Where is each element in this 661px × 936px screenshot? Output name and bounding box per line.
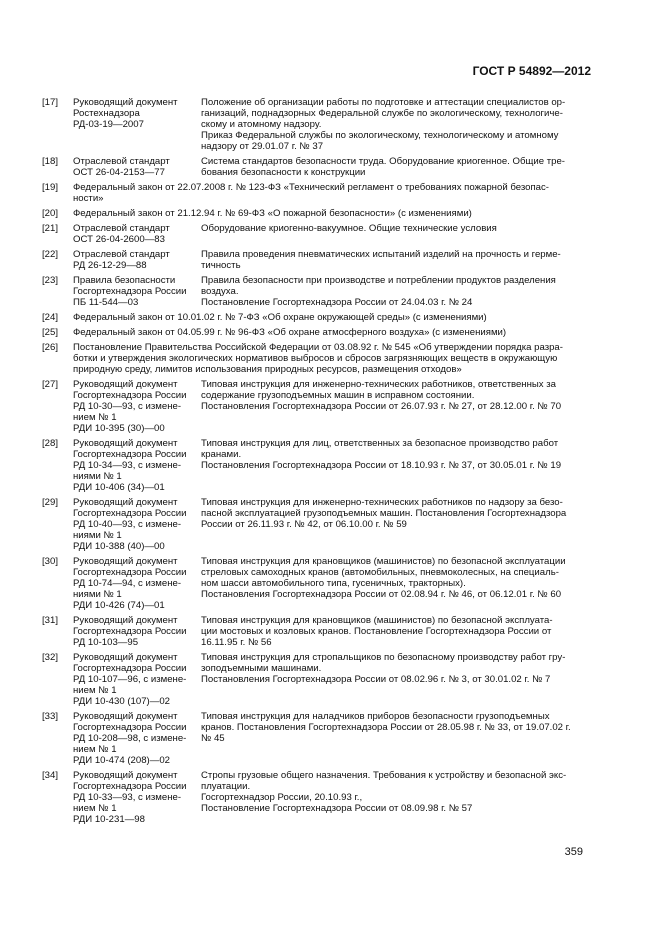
reference-source xyxy=(73,379,201,434)
reference-number: [26] xyxy=(42,342,59,353)
text-line: Постановление Правительства Российской Федерации от 03.08.92 г. № 545 «Об утверждении порядка разра- xyxy=(73,342,563,353)
reference-entry xyxy=(42,615,587,648)
text-line: Система стандартов безопасности труда. Оборудование криогенное. Общие тре- xyxy=(201,156,565,167)
text-line: Руководящий документ xyxy=(73,497,178,508)
text-line: тичность xyxy=(201,260,241,271)
reference-source xyxy=(73,249,201,271)
text-line: Руководящий документ xyxy=(73,652,178,663)
reference-source xyxy=(73,275,201,308)
text-line: РД 10-107—96, с измене- xyxy=(73,674,187,685)
reference-entry xyxy=(42,249,587,271)
reference-entry xyxy=(42,182,587,204)
text-line: 16.11.95 г. № 56 xyxy=(201,637,272,648)
reference-number: [20] xyxy=(42,208,59,219)
reference-source xyxy=(73,711,201,766)
text-line: РДИ 10-388 (40)—00 xyxy=(73,541,165,552)
reference-source xyxy=(73,97,201,130)
reference-source xyxy=(73,652,201,707)
text-line: Госгортехнадзора России xyxy=(73,390,187,401)
reference-full-text xyxy=(73,182,587,204)
reference-number: [17] xyxy=(42,97,59,108)
text-line: Правила безопасности при производстве и потреблении продуктов разделения xyxy=(201,275,556,286)
text-line: кранов. Постановления Госгортехнадзора России от 28.05.98 г. № 33, от 19.07.02 г. xyxy=(201,722,571,733)
text-line: РД 10-34—93, с измене- xyxy=(73,460,182,471)
reference-entry xyxy=(42,275,587,308)
text-line: Стропы грузовые общего назначения. Требования к устройству и безопасной экс- xyxy=(201,770,567,781)
reference-source xyxy=(73,438,201,493)
text-line: Госгортехнадзора России xyxy=(73,286,187,297)
text-line: ПБ 11-544—03 xyxy=(73,297,139,308)
text-line: Типовая инструкция для инженерно-технических работников, ответственных за xyxy=(201,379,557,390)
reference-description xyxy=(201,770,587,814)
text-line: Правила проведения пневматических испытаний изделий на прочность и герме- xyxy=(201,249,561,260)
text-line: Положение об организации работы по подготовке и аттестации специалистов ор- xyxy=(201,97,566,108)
reference-number: [25] xyxy=(42,327,59,338)
reference-description xyxy=(201,156,587,178)
text-line: РД 10-74—94, с измене- xyxy=(73,578,182,589)
text-line: Госгортехнадзора России xyxy=(73,567,187,578)
reference-description xyxy=(201,556,587,600)
reference-entry xyxy=(42,438,587,493)
text-line: Госгортехнадзора России xyxy=(73,449,187,460)
reference-number: [32] xyxy=(42,652,59,663)
reference-description xyxy=(201,711,587,744)
text-line: Оборудование криогенно-вакуумное. Общие технические условия xyxy=(201,223,497,234)
text-line: Федеральный закон от 04.05.99 г. № 96-ФЗ «Об охране атмосферного воздуха» (с изменениями) xyxy=(73,327,507,338)
text-line: Типовая инструкция для наладчиков приборов безопасности грузоподъемных xyxy=(201,711,550,722)
text-line: ниями № 1 xyxy=(73,589,122,600)
reference-description xyxy=(201,275,587,308)
text-line: скому и атомному надзору. xyxy=(201,119,322,130)
reference-source xyxy=(73,497,201,552)
reference-entry xyxy=(42,156,587,178)
reference-number: [30] xyxy=(42,556,59,567)
text-line: РД 10-33—93, с измене- xyxy=(73,792,182,803)
reference-number: [24] xyxy=(42,312,59,323)
text-line: Постановления Госгортехнадзора России от 08.02.96 г. № 3, от 30.01.02 г. № 7 xyxy=(201,674,551,685)
reference-description xyxy=(201,249,587,271)
reference-entry xyxy=(42,379,587,434)
references-list xyxy=(42,97,587,829)
reference-full-text xyxy=(73,342,587,375)
reference-number: [18] xyxy=(42,156,59,167)
document-standard-code: ГОСТ Р 54892—2012 xyxy=(472,64,591,78)
reference-entry xyxy=(42,652,587,707)
reference-number: [22] xyxy=(42,249,59,260)
text-line: нием № 1 xyxy=(73,412,117,423)
text-line: РДИ 10-406 (34)—01 xyxy=(73,482,165,493)
text-line: Госгортехнадзора России xyxy=(73,781,187,792)
text-line: Типовая инструкция для инженерно-технических работников по надзору за безо- xyxy=(201,497,563,508)
text-line: РДИ 10-231—98 xyxy=(73,814,145,825)
reference-number: [31] xyxy=(42,615,59,626)
reference-entry xyxy=(42,770,587,825)
reference-source xyxy=(73,615,201,648)
reference-description xyxy=(201,223,587,234)
text-line: Руководящий документ xyxy=(73,438,178,449)
text-line: РД 10-208—98, с измене- xyxy=(73,733,187,744)
reference-entry xyxy=(42,327,587,338)
text-line: Федеральный закон от 21.12.94 г. № 69-ФЗ «О пожарной безопасности» (с изменениями) xyxy=(73,208,472,219)
text-line: Постановление Госгортехнадзора России от 08.09.98 г. № 57 xyxy=(201,803,473,814)
reference-source xyxy=(73,223,201,245)
text-line: надзору от 29.01.07 г. № 37 xyxy=(201,141,324,152)
text-line: природную среду, лимитов использования природных ресурсов, размещения отходов» xyxy=(73,364,462,375)
text-line: Госгортехнадзор России, 20.10.93 г., xyxy=(201,792,363,803)
text-line: ности» xyxy=(73,193,104,204)
reference-description xyxy=(201,438,587,471)
text-line: воздуха. xyxy=(201,286,239,297)
text-line: ОСТ 26-04-2153—77 xyxy=(73,167,165,178)
text-line: ниями № 1 xyxy=(73,471,122,482)
text-line: Госгортехнадзора России xyxy=(73,722,187,733)
reference-entry xyxy=(42,556,587,611)
text-line: Постановление Госгортехнадзора России от 24.04.03 г. № 24 xyxy=(201,297,473,308)
reference-source xyxy=(73,556,201,611)
reference-description xyxy=(201,97,587,152)
text-line: Руководящий документ xyxy=(73,711,178,722)
text-line: Постановления Госгортехнадзора России от 02.08.94 г. № 46, от 06.12.01 г. № 60 xyxy=(201,589,562,600)
text-line: ции мостовых и козловых кранов. Постановление Госгортехнадзора России от xyxy=(201,626,552,637)
text-line: ганизаций, поднадзорных Федеральной службе по экологическому, технологиче- xyxy=(201,108,563,119)
reference-entry xyxy=(42,342,587,375)
text-line: Типовая инструкция для лиц, ответственных за безопасное производство работ xyxy=(201,438,559,449)
text-line: Госгортехнадзора России xyxy=(73,626,187,637)
reference-description xyxy=(201,379,587,412)
text-line: Приказ Федеральной службы по экологическому, технологическому и атомному xyxy=(201,130,559,141)
text-line: РД 10-30—93, с измене- xyxy=(73,401,182,412)
reference-number: [21] xyxy=(42,223,59,234)
text-line: РД 26-12-29—88 xyxy=(73,260,147,271)
text-line: ОСТ 26-04-2600—83 xyxy=(73,234,165,245)
reference-source xyxy=(73,156,201,178)
reference-entry xyxy=(42,312,587,323)
text-line: пасной эксплуатацией грузоподъемных машин. Постановления Госгортехнадзора xyxy=(201,508,567,519)
text-line: Постановления Госгортехнадзора России от 18.10.93 г. № 37, от 30.05.01 г. № 19 xyxy=(201,460,562,471)
text-line: Типовая инструкция для крановщиков (машинистов) по безопасной эксплуатации xyxy=(201,556,566,567)
text-line: нием № 1 xyxy=(73,744,117,755)
text-line: Отраслевой стандарт xyxy=(73,223,170,234)
text-line: Руководящий документ xyxy=(73,770,178,781)
text-line: Типовая инструкция для стропальщиков по безопасному производству работ гру- xyxy=(201,652,566,663)
text-line: Руководящий документ xyxy=(73,97,178,108)
text-line: Правила безопасности xyxy=(73,275,176,286)
text-line: Ростехнадзора xyxy=(73,108,140,119)
text-line: Типовая инструкция для крановщиков (машинистов) по безопасной эксплуата- xyxy=(201,615,553,626)
text-line: Федеральный закон от 22.07.2008 г. № 123-ФЗ «Технический регламент о требованиях пожарной безопас- xyxy=(73,182,549,193)
reference-entry xyxy=(42,97,587,152)
text-line: РДИ 10-426 (74)—01 xyxy=(73,600,165,611)
text-line: Руководящий документ xyxy=(73,615,178,626)
text-line: РД 10-40—93, с измене- xyxy=(73,519,182,530)
text-line: бования безопасности к конструкции xyxy=(201,167,366,178)
reference-full-text xyxy=(73,208,587,219)
text-line: Руководящий документ xyxy=(73,556,178,567)
reference-full-text xyxy=(73,327,587,338)
reference-number: [19] xyxy=(42,182,59,193)
reference-description xyxy=(201,497,587,530)
reference-description xyxy=(201,652,587,685)
reference-description xyxy=(201,615,587,648)
reference-number: [28] xyxy=(42,438,59,449)
text-line: РДИ 10-474 (208)—02 xyxy=(73,755,171,766)
text-line: стреловых самоходных кранов (автомобильных, пневмоколесных, на специаль- xyxy=(201,567,559,578)
text-line: Госгортехнадзора России xyxy=(73,663,187,674)
text-line: Госгортехнадзора России xyxy=(73,508,187,519)
reference-number: [27] xyxy=(42,379,59,390)
reference-number: [33] xyxy=(42,711,59,722)
text-line: РД-03-19—2007 xyxy=(73,119,144,130)
reference-entry xyxy=(42,497,587,552)
text-line: РДИ 10-430 (107)—02 xyxy=(73,696,171,707)
text-line: России от 26.11.93 г. № 42, от 06.10.00 г. № 59 xyxy=(201,519,407,530)
page-number: 359 xyxy=(564,846,583,858)
text-line: кранами. xyxy=(201,449,242,460)
text-line: ниями № 1 xyxy=(73,530,122,541)
reference-full-text xyxy=(73,312,587,323)
text-line: нием № 1 xyxy=(73,685,117,696)
reference-source xyxy=(73,770,201,825)
text-line: ном шасси автомобильного типа, гусеничных, тракторных). xyxy=(201,578,466,589)
text-line: РДИ 10-395 (30)—00 xyxy=(73,423,165,434)
text-line: нием № 1 xyxy=(73,803,117,814)
reference-entry xyxy=(42,711,587,766)
text-line: № 45 xyxy=(201,733,225,744)
text-line: Отраслевой стандарт xyxy=(73,156,170,167)
text-line: Постановления Госгортехнадзора России от 26.07.93 г. № 27, от 28.12.00 г. № 70 xyxy=(201,401,562,412)
reference-number: [29] xyxy=(42,497,59,508)
reference-entry xyxy=(42,208,587,219)
text-line: зоподъемными машинами. xyxy=(201,663,322,674)
reference-number: [34] xyxy=(42,770,59,781)
text-line: РД 10-103—95 xyxy=(73,637,139,648)
text-line: содержание грузоподъемных машин в исправном состоянии. xyxy=(201,390,475,401)
text-line: Федеральный закон от 10.01.02 г. № 7-ФЗ «Об охране окружающей среды» (с изменениями) xyxy=(73,312,487,323)
reference-number: [23] xyxy=(42,275,59,286)
text-line: Отраслевой стандарт xyxy=(73,249,170,260)
reference-entry xyxy=(42,223,587,245)
text-line: ботки и утверждения экологических нормативов выбросов и сбросов загрязняющих веществ в окружающую xyxy=(73,353,558,364)
text-line: плуатации. xyxy=(201,781,251,792)
text-line: Руководящий документ xyxy=(73,379,178,390)
